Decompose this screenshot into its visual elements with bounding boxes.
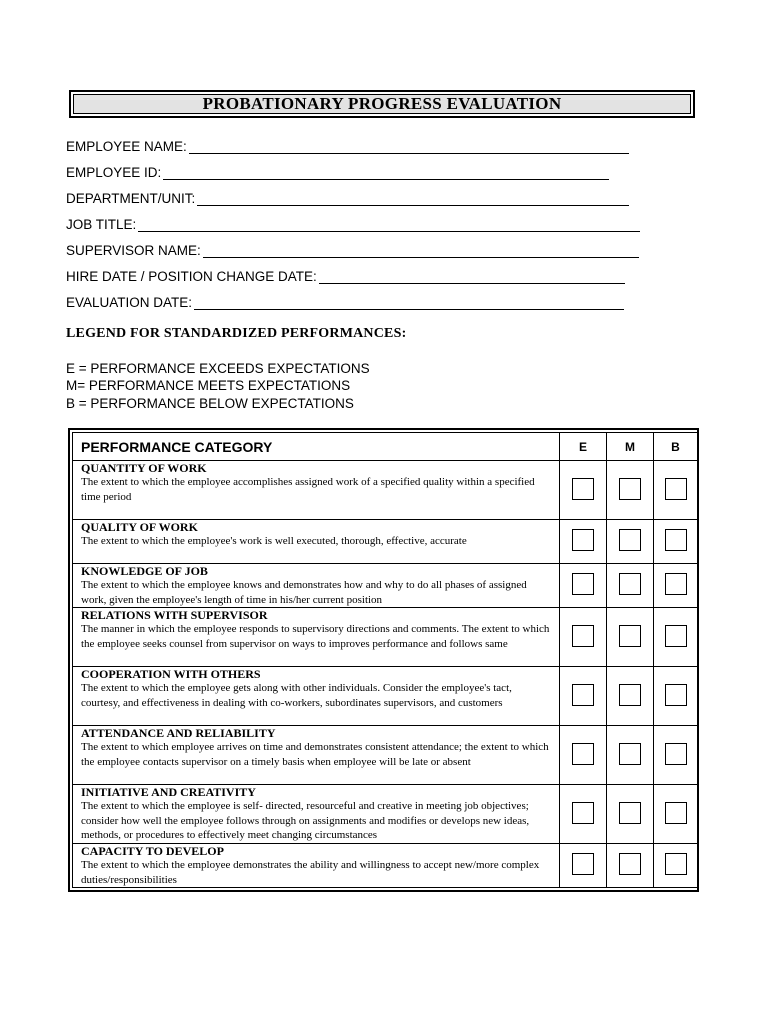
checkbox-m[interactable] xyxy=(619,573,641,595)
rating-cell-e xyxy=(560,844,607,888)
page-title: PROBATIONARY PROGRESS EVALUATION xyxy=(73,94,691,114)
checkbox-b[interactable] xyxy=(665,853,687,875)
table-row xyxy=(73,461,698,520)
checkbox-b[interactable] xyxy=(665,684,687,706)
category-cell xyxy=(73,726,560,785)
checkbox-e[interactable] xyxy=(572,529,594,551)
table-row xyxy=(73,844,698,888)
rating-cell-b xyxy=(654,667,698,726)
checkbox-b[interactable] xyxy=(665,573,687,595)
table-row xyxy=(73,564,698,608)
checkbox-b[interactable] xyxy=(665,529,687,551)
rating-cell-m xyxy=(607,520,654,564)
table-row xyxy=(73,667,698,726)
field-label: SUPERVISOR NAME: xyxy=(66,243,201,258)
category-description: The manner in which the employee responds to supervisory directions and comments. The extent to which the employee seeks counsel from supervisor on ways to improves performance and follows same xyxy=(81,623,550,650)
employee-id-line[interactable] xyxy=(163,164,609,180)
rating-cell-e xyxy=(560,785,607,844)
field-label: JOB TITLE: xyxy=(66,217,137,232)
header-e: E xyxy=(560,433,607,461)
hire-date-field[interactable] xyxy=(66,264,625,284)
category-cell xyxy=(73,844,560,888)
checkbox-m[interactable] xyxy=(619,743,641,765)
checkbox-b[interactable] xyxy=(665,743,687,765)
category-cell xyxy=(73,785,560,844)
checkbox-m[interactable] xyxy=(619,684,641,706)
table-row xyxy=(73,608,698,667)
category-name: QUANTITY OF WORK xyxy=(81,461,207,475)
header-m: M xyxy=(607,433,654,461)
category-description: The extent to which the employee knows and demonstrates how and why to do all phases of assigned work, given the employee's length of time in his/her current position xyxy=(81,579,527,606)
category-cell xyxy=(73,564,560,608)
checkbox-m[interactable] xyxy=(619,625,641,647)
checkbox-b[interactable] xyxy=(665,478,687,500)
rating-cell-m xyxy=(607,844,654,888)
rating-cell-e xyxy=(560,726,607,785)
employee-name-line[interactable] xyxy=(189,138,629,154)
rating-cell-m xyxy=(607,667,654,726)
hire-date-line[interactable] xyxy=(319,268,625,284)
table-row xyxy=(73,785,698,844)
rating-cell-m xyxy=(607,564,654,608)
category-name: KNOWLEDGE OF JOB xyxy=(81,564,208,578)
field-label: EMPLOYEE ID: xyxy=(66,165,162,180)
checkbox-m[interactable] xyxy=(619,802,641,824)
title-box xyxy=(69,90,695,118)
category-cell xyxy=(73,608,560,667)
checkbox-m[interactable] xyxy=(619,478,641,500)
checkbox-e[interactable] xyxy=(572,573,594,595)
checkbox-e[interactable] xyxy=(572,625,594,647)
category-cell xyxy=(73,520,560,564)
checkbox-m[interactable] xyxy=(619,529,641,551)
category-description: The extent to which employee arrives on time and demonstrates consistent attendance; the extent to which the employee contacts supervisor on a timely basis when employee will be late or absent xyxy=(81,741,549,768)
rating-cell-e xyxy=(560,520,607,564)
category-name: RELATIONS WITH SUPERVISOR xyxy=(81,608,268,622)
category-description: The extent to which the employee demonstrates the ability and willingness to accept new/more complex duties/responsibilities xyxy=(81,859,540,886)
department-unit-line[interactable] xyxy=(197,190,629,206)
checkbox-e[interactable] xyxy=(572,684,594,706)
rating-cell-e xyxy=(560,608,607,667)
category-name: COOPERATION WITH OTHERS xyxy=(81,667,261,681)
field-label: EVALUATION DATE: xyxy=(66,295,193,310)
rating-cell-m xyxy=(607,461,654,520)
category-description: The extent to which the employee's work is well executed, thorough, effective, accurate xyxy=(81,535,467,547)
category-name: QUALITY OF WORK xyxy=(81,520,198,534)
supervisor-name-line[interactable] xyxy=(203,242,639,258)
category-description: The extent to which the employee is self- directed, resourceful and creative in meeting job objectives; consider how well the employee follows through on assignments and modifies or develops new ideas, methods, or procedures to effectively meet changing circumstances xyxy=(81,800,530,841)
performance-table xyxy=(68,428,699,892)
category-description: The extent to which the employee gets along with other individuals. Consider the employee's tact, courtesy, and effectiveness in dealing with co-workers, subordinates supervisors, and customers xyxy=(81,682,512,709)
table-row xyxy=(73,726,698,785)
rating-cell-e xyxy=(560,667,607,726)
checkbox-e[interactable] xyxy=(572,802,594,824)
category-cell xyxy=(73,461,560,520)
rating-cell-b xyxy=(654,785,698,844)
department-unit-field[interactable] xyxy=(66,186,629,206)
rating-cell-b xyxy=(654,520,698,564)
field-label: DEPARTMENT/UNIT: xyxy=(66,191,196,206)
rating-cell-e xyxy=(560,564,607,608)
category-name: INITIATIVE AND CREATIVITY xyxy=(81,785,256,799)
table-header-row xyxy=(73,433,698,461)
category-name: CAPACITY TO DEVELOP xyxy=(81,844,224,858)
supervisor-name-field[interactable] xyxy=(66,238,639,258)
category-cell xyxy=(73,667,560,726)
job-title-line[interactable] xyxy=(138,216,640,232)
checkbox-e[interactable] xyxy=(572,743,594,765)
rating-cell-b xyxy=(654,461,698,520)
legend-item-meets: M= PERFORMANCE MEETS EXPECTATIONS xyxy=(66,378,351,393)
rating-cell-b xyxy=(654,608,698,667)
checkbox-e[interactable] xyxy=(572,853,594,875)
evaluation-date-line[interactable] xyxy=(194,294,624,310)
rating-cell-b xyxy=(654,564,698,608)
checkbox-b[interactable] xyxy=(665,625,687,647)
evaluation-date-field[interactable] xyxy=(66,290,624,310)
field-label: EMPLOYEE NAME: xyxy=(66,139,187,154)
checkbox-b[interactable] xyxy=(665,802,687,824)
checkbox-m[interactable] xyxy=(619,853,641,875)
job-title-field[interactable] xyxy=(66,212,640,232)
field-label: HIRE DATE / POSITION CHANGE DATE: xyxy=(66,269,317,284)
rating-cell-m xyxy=(607,608,654,667)
rating-cell-b xyxy=(654,726,698,785)
checkbox-e[interactable] xyxy=(572,478,594,500)
table-row xyxy=(73,520,698,564)
rating-cell-m xyxy=(607,726,654,785)
category-description: The extent to which the employee accomplishes assigned work of a specified quality within a specified time period xyxy=(81,476,535,503)
header-b: B xyxy=(654,433,698,461)
category-name: ATTENDANCE AND RELIABILITY xyxy=(81,726,276,740)
employee-id-field[interactable] xyxy=(66,160,609,180)
header-performance-category: PERFORMANCE CATEGORY xyxy=(73,433,560,461)
rating-cell-b xyxy=(654,844,698,888)
employee-name-field[interactable] xyxy=(66,134,629,154)
legend-item-exceeds: E = PERFORMANCE EXCEEDS EXPECTATIONS xyxy=(66,361,370,376)
rating-cell-m xyxy=(607,785,654,844)
legend-item-below: B = PERFORMANCE BELOW EXPECTATIONS xyxy=(66,396,354,411)
rating-cell-e xyxy=(560,461,607,520)
legend-title: LEGEND FOR STANDARDIZED PERFORMANCES: xyxy=(66,326,407,341)
